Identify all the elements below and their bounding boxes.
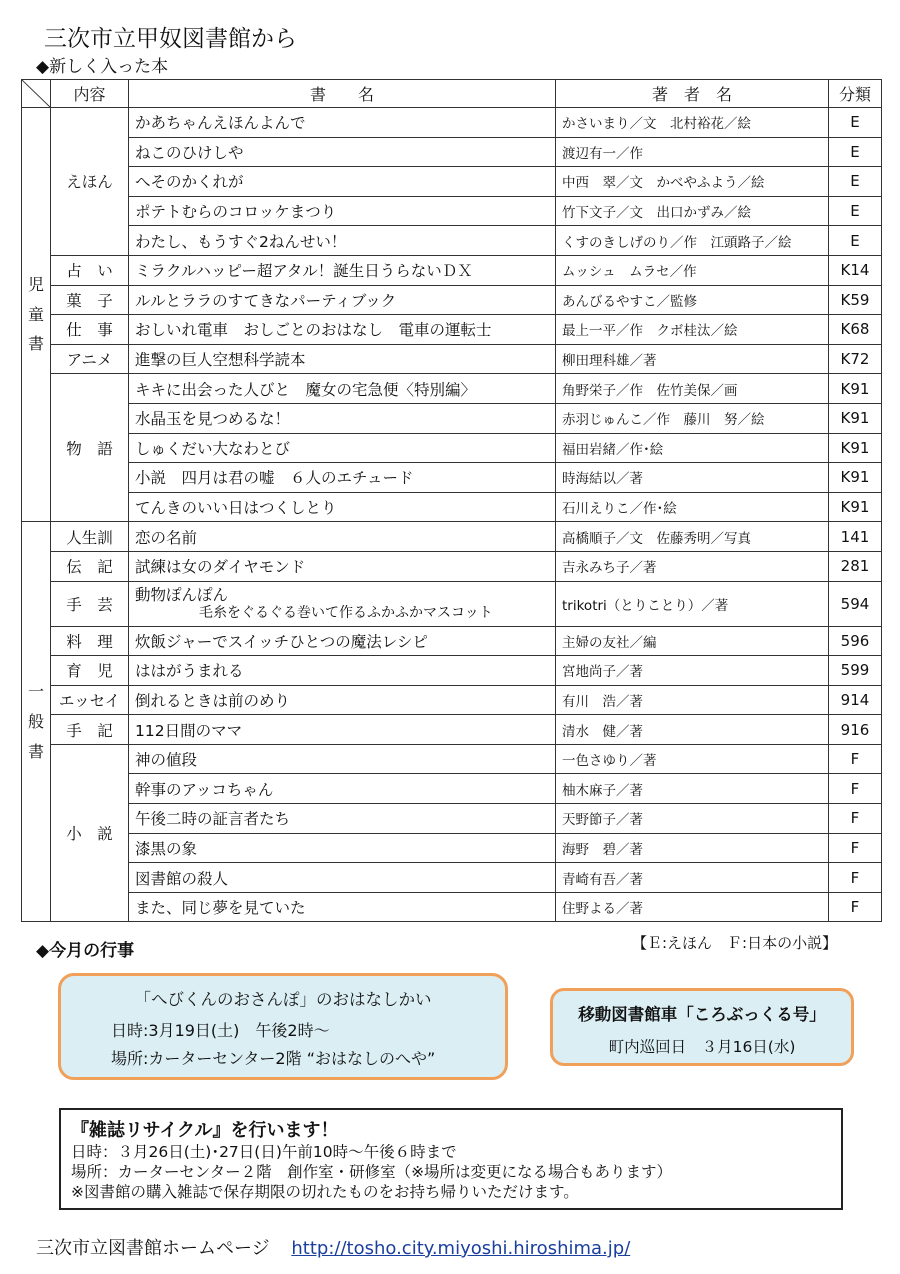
book-title-cell: ははがうまれる	[129, 656, 556, 686]
author-cell: 石川えりこ／作･絵	[556, 492, 829, 522]
category-cell: 手 記	[51, 715, 129, 745]
book-title-cell: 小説 四月は君の嘘 ６人のエチュード	[129, 463, 556, 493]
classification-cell: F	[829, 892, 882, 922]
book-title: 動物ぽんぽん	[135, 585, 229, 604]
category-cell: 人生訓	[51, 522, 129, 552]
table-row	[22, 685, 882, 715]
book-title-cell: わたし、もうすぐ2ねんせい！	[129, 226, 556, 256]
footer	[36, 1234, 630, 1260]
table-row	[22, 403, 882, 433]
author-cell: 海野 碧／著	[556, 833, 829, 863]
table-row	[22, 715, 882, 745]
category-cell: 育 児	[51, 656, 129, 686]
book-title-cell: 図書館の殺人	[129, 863, 556, 893]
table-row	[22, 315, 882, 345]
magazine-recycle-notice	[59, 1108, 843, 1210]
classification-cell: 599	[829, 656, 882, 686]
mobile-library-heading: 移動図書館車「ころぶっくる号」	[578, 1005, 826, 1024]
notice-line-place: 場所：カーターセンター２階 創作室・研修室（※場所は変更になる場合もあります）	[71, 1163, 673, 1181]
book-title-cell: 神の値段	[129, 744, 556, 774]
classification-cell: 596	[829, 626, 882, 656]
footer-label: 三次市立図書館ホームページ	[36, 1238, 270, 1259]
events-title: ◆今月の行事	[36, 941, 135, 961]
column-header-title: 書 名	[129, 80, 556, 108]
section-label-char: 般	[28, 712, 45, 732]
book-title-cell: キキに出会った人びと 魔女の宅急便〈特別編〉	[129, 374, 556, 404]
author-cell: 最上一平／作 クボ桂汰／絵	[556, 315, 829, 345]
page-title: 三次市立甲奴図書館から	[44, 26, 297, 52]
book-title-cell: 炊飯ジャーでスイッチひとつの魔法レシピ	[129, 626, 556, 656]
book-title-cell: おしいれ電車 おしごとのおはなし 電車の運転士	[129, 315, 556, 345]
table-row	[22, 804, 882, 834]
author-cell: 天野節子／著	[556, 804, 829, 834]
category-cell: 仕 事	[51, 315, 129, 345]
column-header-class: 分類	[829, 80, 882, 108]
author-cell: 渡辺有一／作	[556, 137, 829, 167]
book-title-cell: ねこのひけしや	[129, 137, 556, 167]
table-header-row	[22, 80, 882, 108]
section-title-new-books: ◆新しく入った本	[36, 57, 169, 77]
mobile-library-box	[550, 988, 854, 1066]
classification-cell: 281	[829, 551, 882, 581]
table-row	[22, 892, 882, 922]
section-label-char: 一	[28, 682, 45, 702]
classification-cell: E	[829, 196, 882, 226]
author-cell: 主婦の友社／編	[556, 626, 829, 656]
homepage-link[interactable]: http://tosho.city.miyoshi.hiroshima.jp/	[291, 1238, 631, 1259]
table-row	[22, 774, 882, 804]
classification-cell: K72	[829, 344, 882, 374]
classification-cell: K14	[829, 255, 882, 285]
classification-cell: K91	[829, 463, 882, 493]
category-cell: 菓 子	[51, 285, 129, 315]
table-row	[22, 626, 882, 656]
table-row	[22, 581, 882, 626]
author-cell: 角野栄子／作 佐竹美保／画	[556, 374, 829, 404]
author-cell: 柚木麻子／著	[556, 774, 829, 804]
notice-line-date: 日時：３月26日(土)･27日(日)午前10時～午後６時まで	[71, 1143, 457, 1161]
book-title-cell: 倒れるときは前のめり	[129, 685, 556, 715]
table-row	[22, 374, 882, 404]
author-cell: 住野よる／著	[556, 892, 829, 922]
author-cell: ムッシュ ムラセ／作	[556, 255, 829, 285]
author-cell: 竹下文子／文 出口かずみ／絵	[556, 196, 829, 226]
table-row	[22, 108, 882, 138]
author-cell: 中西 翠／文 かべやふよう／絵	[556, 167, 829, 197]
table-row	[22, 492, 882, 522]
table-row	[22, 522, 882, 552]
table-row	[22, 744, 882, 774]
notice-line-note: ※図書館の購入雑誌で保存期限の切れたものをお持ち帰りいただけます。	[71, 1183, 579, 1201]
book-title-cell: 112日間のママ	[129, 715, 556, 745]
author-cell: trikotri（とりことり）／著	[556, 581, 829, 626]
book-title-cell: しゅくだい大なわとび	[129, 433, 556, 463]
category-cell: 料 理	[51, 626, 129, 656]
notice-heading: 『雑誌リサイクル』を行います！	[71, 1120, 339, 1141]
table-row	[22, 196, 882, 226]
book-title-cell: 恋の名前	[129, 522, 556, 552]
author-cell: 時海結以／著	[556, 463, 829, 493]
author-cell: 福田岩緒／作･絵	[556, 433, 829, 463]
author-cell: 高橋順子／文 佐藤秀明／写真	[556, 522, 829, 552]
book-title-cell: へそのかくれが	[129, 167, 556, 197]
author-cell: 一色さゆり／著	[556, 744, 829, 774]
category-cell: エッセイ	[51, 685, 129, 715]
book-title-cell: ルルとララのすてきなパーティブック	[129, 285, 556, 315]
author-cell: くすのきしげのり／作 江頭路子／絵	[556, 226, 829, 256]
book-title-cell: ポテトむらのコロッケまつり	[129, 196, 556, 226]
storytime-event-box	[58, 973, 508, 1080]
classification-legend: 【Ｅ:えほん Ｆ:日本の小説】	[632, 934, 838, 952]
category-cell: えほん	[51, 108, 129, 256]
classification-cell: E	[829, 137, 882, 167]
book-title-cell: また、同じ夢を見ていた	[129, 892, 556, 922]
author-cell: かさいまり／文 北村裕花／絵	[556, 108, 829, 138]
classification-cell: 141	[829, 522, 882, 552]
category-cell: 手 芸	[51, 581, 129, 626]
storytime-heading: 「へびくんのおさんぽ」のおはなしかい	[134, 990, 432, 1009]
classification-cell: F	[829, 863, 882, 893]
category-cell: 伝 記	[51, 551, 129, 581]
section-label-char: 児	[28, 275, 45, 295]
table-row	[22, 344, 882, 374]
book-title-cell: かあちゃんえほんよんで	[129, 108, 556, 138]
category-cell: 物 語	[51, 374, 129, 522]
table-row	[22, 167, 882, 197]
table-row	[22, 551, 882, 581]
storytime-date: 日時:3月19日(土) 午後2時～	[111, 1021, 330, 1040]
column-header-author: 著 者 名	[556, 80, 829, 108]
table-row	[22, 656, 882, 686]
classification-cell: F	[829, 804, 882, 834]
classification-cell: K68	[829, 315, 882, 345]
classification-cell: K91	[829, 492, 882, 522]
classification-cell: F	[829, 774, 882, 804]
section-label	[22, 108, 51, 522]
author-cell: あんびるやすこ／監修	[556, 285, 829, 315]
book-title-cell: 幹事のアッコちゃん	[129, 774, 556, 804]
section-label-char: 書	[28, 334, 45, 354]
table-row	[22, 833, 882, 863]
book-title-cell: 試練は女のダイヤモンド	[129, 551, 556, 581]
classification-cell: 914	[829, 685, 882, 715]
author-cell: 吉永みち子／著	[556, 551, 829, 581]
category-cell: 占 い	[51, 255, 129, 285]
book-title-cell: てんきのいい日はつくしとり	[129, 492, 556, 522]
book-title-cell: 進撃の巨人空想科学読本	[129, 344, 556, 374]
table-row	[22, 433, 882, 463]
table-row	[22, 285, 882, 315]
classification-cell: 594	[829, 581, 882, 626]
category-cell: アニメ	[51, 344, 129, 374]
book-title-cell: 漆黒の象	[129, 833, 556, 863]
table-row	[22, 226, 882, 256]
classification-cell: E	[829, 226, 882, 256]
author-cell: 清水 健／著	[556, 715, 829, 745]
author-cell: 赤羽じゅんこ／作 藤川 努／絵	[556, 403, 829, 433]
table-row	[22, 863, 882, 893]
storytime-place: 場所:カーターセンター2階 “おはなしのへや”	[111, 1049, 436, 1068]
section-label	[22, 522, 51, 922]
classification-cell: F	[829, 833, 882, 863]
mobile-library-schedule: 町内巡回日 ３月16日(水)	[608, 1038, 796, 1056]
table-corner-cell	[22, 80, 51, 108]
classification-cell: F	[829, 744, 882, 774]
author-cell: 柳田理科雄／著	[556, 344, 829, 374]
book-title-cell: 午後二時の証言者たち	[129, 804, 556, 834]
section-label-char: 童	[28, 304, 45, 324]
classification-cell: E	[829, 167, 882, 197]
table-row	[22, 463, 882, 493]
classification-cell: K91	[829, 403, 882, 433]
new-books-table	[21, 79, 882, 922]
book-title-cell: ミラクルハッピー超アタル！誕生日うらないＤＸ	[129, 255, 556, 285]
author-cell: 有川 浩／著	[556, 685, 829, 715]
author-cell: 青崎有吾／著	[556, 863, 829, 893]
book-subtitle: 毛糸をぐるぐる巻いて作るふかふかマスコット	[199, 604, 493, 621]
author-cell: 宮地尚子／著	[556, 656, 829, 686]
classification-cell: K59	[829, 285, 882, 315]
classification-cell: K91	[829, 433, 882, 463]
section-label-char: 書	[28, 741, 45, 761]
book-title-cell	[129, 581, 556, 626]
table-row	[22, 255, 882, 285]
classification-cell: E	[829, 108, 882, 138]
column-header-category: 内容	[51, 80, 129, 108]
category-cell: 小 説	[51, 744, 129, 922]
book-title-cell: 水晶玉を見つめるな！	[129, 403, 556, 433]
classification-cell: K91	[829, 374, 882, 404]
table-row	[22, 137, 882, 167]
classification-cell: 916	[829, 715, 882, 745]
